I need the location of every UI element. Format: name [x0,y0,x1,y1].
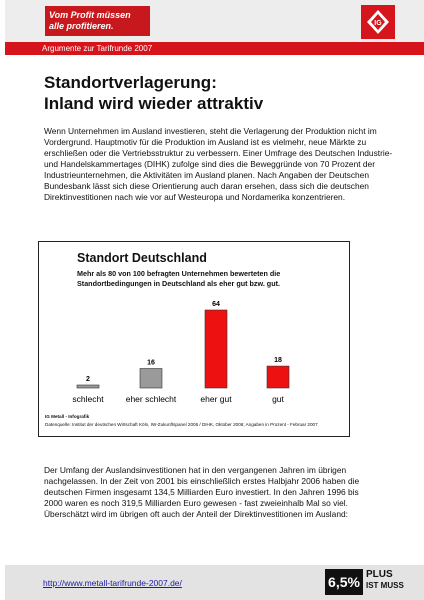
footer-bar [5,565,424,600]
logo-line2: alle profitieren. [49,21,114,31]
campaign-logo [45,6,150,36]
badge-plus: PLUS [366,569,393,580]
six-five-percent-badge [325,569,405,595]
chart-frame [38,241,350,437]
badge-percent: 6,5% [325,569,363,595]
value-label: 18 [274,357,282,365]
chart-subtitle: Mehr als 80 von 100 befragten Unternehmen bewerteten die Standortbedingungen in Deutschland als eher gut bzw. gut. [77,269,281,288]
ig-metall-logo-icon [361,5,395,39]
campaign-url-link[interactable]: http://www.metall-tarifrunde-2007.de/ [43,578,182,588]
category-label: schlecht [72,394,104,404]
bar-eher-gut [205,310,227,388]
badge-must: IST MUSS [366,581,404,590]
category-label: eher schlecht [125,394,177,404]
bar-gut [267,366,289,388]
ig-logo-text: IG [374,20,382,27]
page-title [44,72,404,114]
logo-line1: Vom Profit müssen [49,10,131,20]
intro-paragraph: Wenn Unternehmen im Ausland investieren, steht die Verlagerung der Produktion nicht im Vordergrund. Hauptmotiv für die Produktion im Ausland ist es vielmehr, neue Märkte zu erschließen oder die Vertriebsstruktur zu verbessern. Einer Umfrage des Deutschen Industrie- und Handelskammertages (DIHK) zufolge sind dies die Beweggründe von 70 Prozent der Industrieunternehmen, die Aktivitäten im Ausland planen. Nach Angaben der Deutschen Bundesbank lässt sich diese Orientierung auch daran ersehen, dass sich die deutschen Direktinvestitionen nach wie vor auf Westeuropa und Nordamerika konzentrieren. [44,126,393,202]
value-label: 64 [212,301,220,308]
title-line2: Inland wird wieder attraktiv [44,94,264,113]
bar-schlecht [77,385,99,388]
chart-source-credit: IG Metall - Infografik [45,414,90,419]
category-label: gut [272,394,284,404]
section-band: Argumente zur Tarifrunde 2007 [5,42,424,55]
chart-source-note: Datenquelle: Institut der deutschen Wirtschaft Köln, IW-Zukunftspanel 2006 / DIHK, Oktober 2006; Angaben in Prozent - Februar 2007 [45,422,318,427]
body-paragraph-2: Der Umfang der Auslandsinvestitionen hat in den vergangenen Jahren im übrigen nachgelassen. In der Zeit von 2001 bis einschließlich erstes Halbjahr 2006 haben die deutschen Firmen insgesamt 134,5 Milliarden Euro investiert. In den Jahren 1996 bis 2000 waren es noch 319,5 Milliarden Euro gewesen - fast zweieinhalb Mal so viel. Überschätzt wird im übrigen oft auch der Anteil der Direktinvestitionen im Ausland: [44,465,360,519]
chart-title: Standort Deutschland [77,251,207,265]
value-label: 16 [147,359,155,367]
category-label: eher gut [200,394,232,404]
bar-eher-schlecht [140,369,162,389]
value-label: 2 [86,376,90,383]
bar-chart [39,242,348,436]
title-line1: Standortverlagerung: [44,73,217,92]
